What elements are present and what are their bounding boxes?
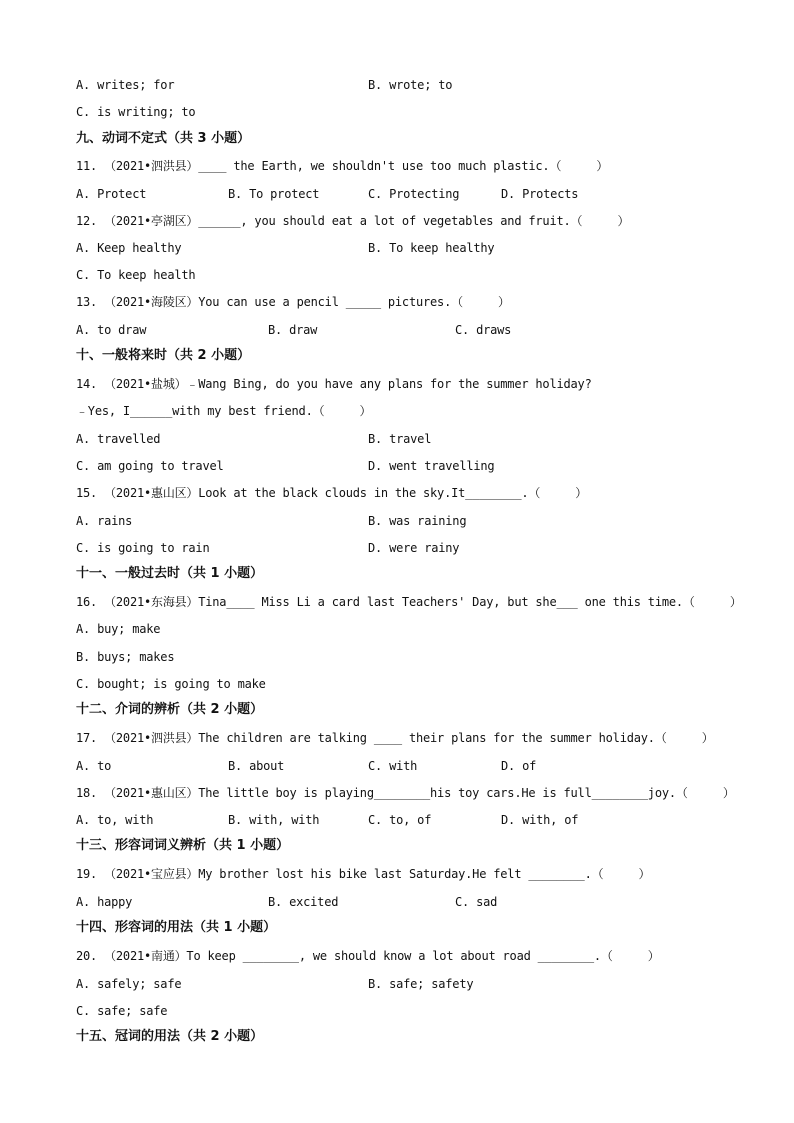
answer-option: D. went travelling <box>368 459 495 473</box>
question-line: A. buy; make <box>76 622 161 636</box>
question-line: C. is writing; to <box>76 105 196 119</box>
answer-option: B. To keep healthy <box>368 241 495 255</box>
question-line: C. is going to rain <box>76 541 210 555</box>
answer-option: C. sad <box>455 895 498 909</box>
question-line: A. to draw <box>76 323 147 337</box>
section-heading: 十二、介词的辨析（共 2 小题） <box>76 702 264 717</box>
answer-option: D. were rainy <box>368 541 460 555</box>
question-line: ﹣Yes, I______with my best friend.（ ） <box>76 404 372 418</box>
answer-option: C. with <box>368 759 418 773</box>
question-line: C. safe; safe <box>76 1004 168 1018</box>
question-line: 13. （2021•海陵区）You can use a pencil _____ pictures.（ ） <box>76 295 510 309</box>
question-line: A. Protect <box>76 187 147 201</box>
question-line: 16. （2021•东海县）Tina____ Miss Li a card last Teachers' Day, but she___ one this time.（ ） <box>76 595 742 609</box>
answer-option: B. about <box>228 759 285 773</box>
question-line: A. rains <box>76 514 133 528</box>
question-line: C. am going to travel <box>76 459 224 473</box>
question-line: 14. （2021•盐城）﹣Wang Bing, do you have any plans for the summer holiday? <box>76 377 592 391</box>
section-heading: 十、一般将来时（共 2 小题） <box>76 348 251 363</box>
section-heading: 十一、一般过去时（共 1 小题） <box>76 566 264 581</box>
answer-option: B. with, with <box>228 813 320 827</box>
question-line: 18. （2021•惠山区）The little boy is playing________his toy cars.He is full________joy.（ ） <box>76 786 735 800</box>
section-heading: 十四、形容词的用法（共 1 小题） <box>76 920 277 935</box>
question-line: C. bought; is going to make <box>76 677 266 691</box>
answer-option: C. to, of <box>368 813 432 827</box>
question-line: 15. （2021•惠山区）Look at the black clouds in the sky.It________.（ ） <box>76 486 588 500</box>
question-line: A. happy <box>76 895 133 909</box>
question-line: 17. （2021•泗洪县）The children are talking ____ their plans for the summer holiday.（ ） <box>76 731 714 745</box>
question-line: 11. （2021•泗洪县）____ the Earth, we shouldn't use too much plastic.（ ） <box>76 159 609 173</box>
answer-option: D. with, of <box>501 813 579 827</box>
question-line: A. writes; for <box>76 78 175 92</box>
answer-option: B. was raining <box>368 514 467 528</box>
question-line: 12. （2021•亭湖区）______, you should eat a lot of vegetables and fruit.（ ） <box>76 214 630 228</box>
answer-option: C. draws <box>455 323 512 337</box>
answer-option: B. travel <box>368 432 432 446</box>
answer-option: B. draw <box>268 323 318 337</box>
section-heading: 十三、形容词词义辨析（共 1 小题） <box>76 838 290 853</box>
question-line: A. safely; safe <box>76 977 182 991</box>
question-line: 19. （2021•宝应县）My brother lost his bike last Saturday.He felt ________.（ ） <box>76 867 651 881</box>
answer-option: D. of <box>501 759 537 773</box>
question-line: A. to, with <box>76 813 154 827</box>
question-line: A. Keep healthy <box>76 241 182 255</box>
answer-option: B. safe; safety <box>368 977 474 991</box>
question-line: 20. （2021•南通）To keep ________, we should know a lot about road ________.（ ） <box>76 949 660 963</box>
question-line: A. travelled <box>76 432 161 446</box>
section-heading: 九、动词不定式（共 3 小题） <box>76 131 251 146</box>
question-line: B. buys; makes <box>76 650 175 664</box>
question-line: C. To keep health <box>76 268 196 282</box>
section-heading: 十五、冠词的用法（共 2 小题） <box>76 1029 264 1044</box>
answer-option: B. wrote; to <box>368 78 453 92</box>
answer-option: C. Protecting <box>368 187 460 201</box>
answer-option: B. excited <box>268 895 339 909</box>
question-line: A. to <box>76 759 112 773</box>
answer-option: D. Protects <box>501 187 579 201</box>
answer-option: B. To protect <box>228 187 320 201</box>
